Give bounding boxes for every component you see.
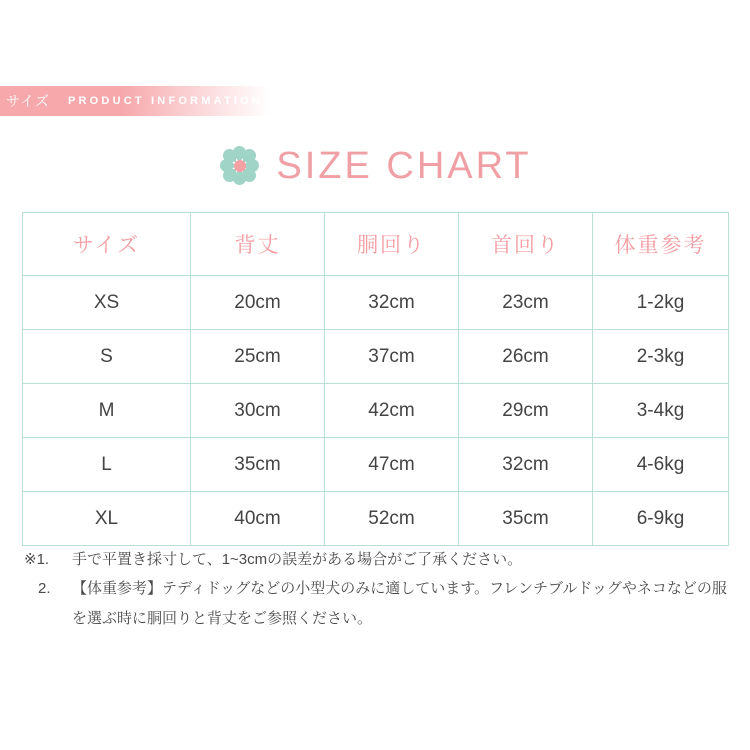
- table-cell: S: [23, 330, 191, 384]
- table-header-cell: サイズ: [23, 213, 191, 276]
- table-header-cell: 首回り: [459, 213, 593, 276]
- page-title: SIZE CHART: [276, 144, 532, 187]
- table-row: [23, 330, 729, 384]
- note-text: 手で平置き採寸して、1~3cmの誤差がある場合がご了承ください。: [72, 551, 523, 568]
- table-cell: 29cm: [459, 384, 593, 438]
- table-row: [23, 438, 729, 492]
- table-cell: 52cm: [325, 492, 459, 546]
- note-marker: 2.: [38, 580, 51, 598]
- table-cell: 47cm: [325, 438, 459, 492]
- table-cell: 32cm: [459, 438, 593, 492]
- table-cell: 32cm: [325, 276, 459, 330]
- table-cell: XL: [23, 492, 191, 546]
- table-header-cell: 背丈: [191, 213, 325, 276]
- table-cell: 3-4kg: [593, 384, 729, 438]
- table-cell: 6-9kg: [593, 492, 729, 546]
- table-cell: 1-2kg: [593, 276, 729, 330]
- ribbon-subtitle: PRODUCT INFORMATION: [68, 95, 264, 107]
- table-cell: XS: [23, 276, 191, 330]
- table-header-cell: 胴回り: [325, 213, 459, 276]
- table-cell: 42cm: [325, 384, 459, 438]
- product-information-ribbon: [0, 86, 270, 116]
- table-cell: 40cm: [191, 492, 325, 546]
- notes-section: [24, 545, 730, 633]
- table-cell: 23cm: [459, 276, 593, 330]
- note-item: [24, 545, 730, 574]
- flower-icon: [218, 144, 262, 188]
- size-table: [22, 212, 729, 546]
- table-header-row: [23, 213, 729, 276]
- note-marker: ※1.: [24, 551, 50, 568]
- table-cell: 25cm: [191, 330, 325, 384]
- table-cell: 2-3kg: [593, 330, 729, 384]
- table-cell: L: [23, 438, 191, 492]
- table-cell: M: [23, 384, 191, 438]
- table-cell: 35cm: [459, 492, 593, 546]
- table-row: [23, 384, 729, 438]
- table-cell: 20cm: [191, 276, 325, 330]
- table-row: [23, 276, 729, 330]
- table-cell: 30cm: [191, 384, 325, 438]
- table-cell: 26cm: [459, 330, 593, 384]
- table-cell: 4-6kg: [593, 438, 729, 492]
- table-cell: 35cm: [191, 438, 325, 492]
- note-item: [24, 574, 730, 633]
- table-cell: 37cm: [325, 330, 459, 384]
- table-header-cell: 体重参考: [593, 213, 729, 276]
- note-text: 【体重参考】テディドッグなどの小型犬のみに適しています。フレンチブルドッグやネコなどの服を選ぶ時に胴回りと背丈をご参照ください。: [72, 580, 727, 627]
- chart-title-row: [0, 144, 750, 188]
- ribbon-tag-label: サイズ: [6, 93, 50, 109]
- table-row: [23, 492, 729, 546]
